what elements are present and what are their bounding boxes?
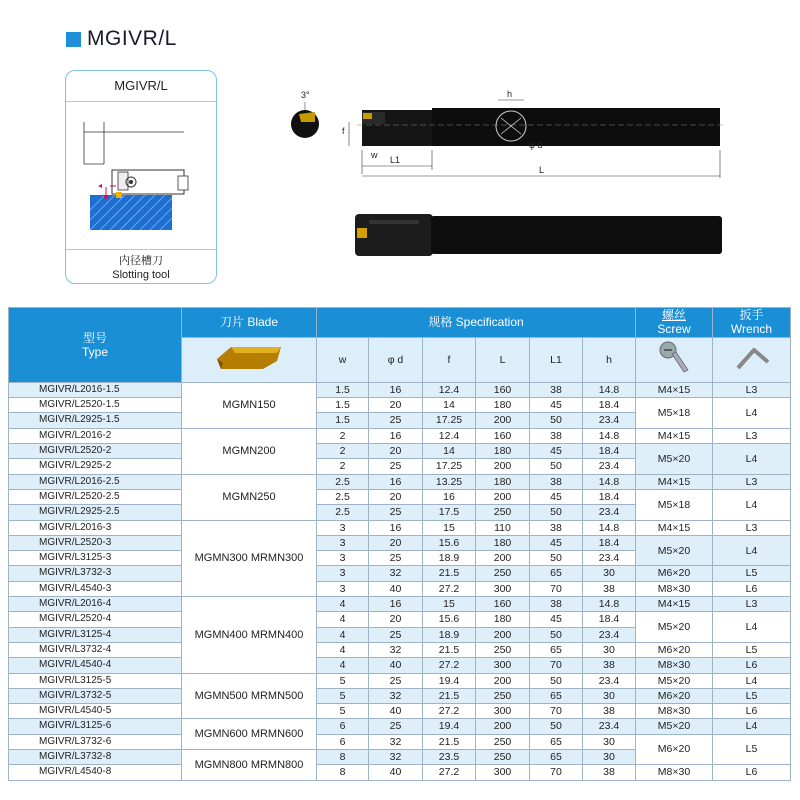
table-row	[9, 535, 791, 550]
h-cell: 14.8	[583, 597, 636, 612]
w-cell: 2.5	[317, 505, 369, 520]
L-cell: 160	[476, 428, 530, 443]
screw-cell: M6×20	[636, 688, 713, 703]
type-cell: MGIVR/L2016-3	[9, 520, 182, 535]
L-cell: 300	[476, 704, 530, 719]
d-cell: 20	[369, 398, 423, 413]
table-row	[9, 658, 791, 673]
L-cell: 200	[476, 551, 530, 566]
wrench-cell: L5	[713, 688, 791, 703]
h-cell: 23.4	[583, 551, 636, 566]
table-row	[9, 765, 791, 780]
L-cell: 250	[476, 566, 530, 581]
f-cell: 27.2	[423, 658, 476, 673]
wrench-cell: L4	[713, 489, 791, 520]
type-cell: MGIVR/L2016-1.5	[9, 382, 182, 397]
type-cell: MGIVR/L2520-2	[9, 444, 182, 459]
L1-cell: 65	[530, 688, 583, 703]
wrench-cell: L6	[713, 581, 791, 596]
type-cell: MGIVR/L2016-2.5	[9, 474, 182, 489]
type-cell: MGIVR/L3732-3	[9, 566, 182, 581]
w-cell: 3	[317, 520, 369, 535]
L-cell: 250	[476, 750, 530, 765]
blade-cell: MGMN400 MRMN400	[182, 597, 317, 673]
f-cell: 13.25	[423, 474, 476, 489]
table-row	[9, 642, 791, 657]
table-row	[9, 444, 791, 459]
L1-cell: 65	[530, 734, 583, 749]
L-cell: 250	[476, 505, 530, 520]
wrench-cell: L3	[713, 597, 791, 612]
f-cell: 21.5	[423, 734, 476, 749]
table-row	[9, 734, 791, 749]
L-cell: 200	[476, 627, 530, 642]
L-cell: 180	[476, 474, 530, 489]
f-cell: 15.6	[423, 535, 476, 550]
L1-cell: 45	[530, 489, 583, 504]
type-cell: MGIVR/L2925-2.5	[9, 505, 182, 520]
h-cell: 23.4	[583, 673, 636, 688]
slotting-diagram-icon	[66, 102, 216, 248]
h-cell: 38	[583, 581, 636, 596]
f-cell: 27.2	[423, 765, 476, 780]
h-cell: 23.4	[583, 459, 636, 474]
d-cell: 25	[369, 505, 423, 520]
w-cell: 3	[317, 581, 369, 596]
screw-cell: M5×20	[636, 673, 713, 688]
type-cell: MGIVR/L4540-5	[9, 704, 182, 719]
w-cell: 1.5	[317, 398, 369, 413]
L-cell: 250	[476, 688, 530, 703]
L1-cell: 65	[530, 566, 583, 581]
screw-cell: M5×20	[636, 535, 713, 566]
screw-cell: M4×15	[636, 520, 713, 535]
w-cell: 3	[317, 566, 369, 581]
L-cell: 110	[476, 520, 530, 535]
L1-cell: 38	[530, 382, 583, 397]
d-cell: 25	[369, 673, 423, 688]
screw-cell: M8×30	[636, 765, 713, 780]
w-cell: 1.5	[317, 382, 369, 397]
L1-cell: 38	[530, 474, 583, 489]
wrench-cell: L5	[713, 566, 791, 581]
d-cell: 40	[369, 704, 423, 719]
tool-dimension-drawing	[285, 82, 730, 192]
page-title-text: MGIVR/L	[87, 27, 177, 50]
L-cell: 200	[476, 489, 530, 504]
f-cell: 14	[423, 398, 476, 413]
L1-cell: 50	[530, 673, 583, 688]
f-cell: 15	[423, 520, 476, 535]
d-cell: 40	[369, 765, 423, 780]
h-cell: 23.4	[583, 719, 636, 734]
d-cell: 16	[369, 428, 423, 443]
L-cell: 160	[476, 382, 530, 397]
table-row	[9, 704, 791, 719]
L1-cell: 45	[530, 535, 583, 550]
type-cell: MGIVR/L2016-2	[9, 428, 182, 443]
d-cell: 40	[369, 581, 423, 596]
w-cell: 5	[317, 673, 369, 688]
screw-cell: M5×18	[636, 398, 713, 429]
h-cell: 18.4	[583, 535, 636, 550]
slotting-diagram-card	[65, 70, 217, 284]
wrench-cell: L4	[713, 444, 791, 475]
L1-cell: 45	[530, 444, 583, 459]
blade-insert-icon	[182, 337, 317, 382]
f-cell: 27.2	[423, 704, 476, 719]
f-cell: 18.9	[423, 551, 476, 566]
blade-cell: MGMN600 MRMN600	[182, 719, 317, 750]
h-label: h	[507, 89, 513, 99]
title-marker	[66, 32, 81, 47]
w-cell: 5	[317, 704, 369, 719]
screw-cell: M5×20	[636, 719, 713, 734]
type-cell: MGIVR/L2520-2.5	[9, 489, 182, 504]
d-cell: 32	[369, 734, 423, 749]
w-cell: 8	[317, 765, 369, 780]
L1-label: L1	[390, 155, 401, 165]
L1-cell: 70	[530, 704, 583, 719]
f-cell: 19.4	[423, 673, 476, 688]
h-cell: 23.4	[583, 627, 636, 642]
L1-cell: 65	[530, 750, 583, 765]
f-cell: 27.2	[423, 581, 476, 596]
f-cell: 18.9	[423, 627, 476, 642]
type-cell: MGIVR/L2520-1.5	[9, 398, 182, 413]
d-cell: 40	[369, 658, 423, 673]
screw-cell: M4×15	[636, 597, 713, 612]
table-row	[9, 489, 791, 504]
L1-cell: 45	[530, 612, 583, 627]
table-row	[9, 719, 791, 734]
L-cell: 300	[476, 658, 530, 673]
h-cell: 14.8	[583, 382, 636, 397]
L-cell: 200	[476, 459, 530, 474]
type-cell: MGIVR/L2925-2	[9, 459, 182, 474]
h-cell: 14.8	[583, 474, 636, 489]
d-cell: 32	[369, 566, 423, 581]
type-cell: MGIVR/L3125-4	[9, 627, 182, 642]
w-cell: 4	[317, 627, 369, 642]
page-title	[66, 26, 177, 52]
col-header-h: h	[583, 337, 636, 382]
diagram-title: MGIVR/L	[66, 71, 216, 102]
blade-header: 刀片 Blade	[182, 308, 317, 338]
L1-cell: 50	[530, 627, 583, 642]
screw-cell: M5×20	[636, 612, 713, 643]
d-cell: 16	[369, 597, 423, 612]
L-label: L	[539, 165, 545, 175]
col-header-L1: L1	[530, 337, 583, 382]
table-row	[9, 398, 791, 413]
w-cell: 1.5	[317, 413, 369, 428]
L-cell: 300	[476, 765, 530, 780]
L1-cell: 70	[530, 765, 583, 780]
L-cell: 180	[476, 612, 530, 627]
type-cell: MGIVR/L2520-3	[9, 535, 182, 550]
d-cell: 25	[369, 459, 423, 474]
L-cell: 200	[476, 413, 530, 428]
w-cell: 2	[317, 428, 369, 443]
w-cell: 3	[317, 551, 369, 566]
L1-cell: 70	[530, 581, 583, 596]
specification-table	[8, 307, 791, 781]
w-cell: 2.5	[317, 474, 369, 489]
type-cell: MGIVR/L3125-5	[9, 673, 182, 688]
w-cell: 2	[317, 459, 369, 474]
screw-cell: M8×30	[636, 581, 713, 596]
h-cell: 30	[583, 642, 636, 657]
hex-wrench-icon	[713, 337, 791, 382]
L-cell: 300	[476, 581, 530, 596]
table-row	[9, 474, 791, 489]
h-cell: 18.4	[583, 612, 636, 627]
L-cell: 160	[476, 597, 530, 612]
screw-cell: M6×20	[636, 642, 713, 657]
h-cell: 23.4	[583, 413, 636, 428]
L-cell: 180	[476, 398, 530, 413]
screw-cell: M4×15	[636, 474, 713, 489]
type-cell: MGIVR/L4540-3	[9, 581, 182, 596]
f-cell: 21.5	[423, 642, 476, 657]
type-cell: MGIVR/L3732-6	[9, 734, 182, 749]
f-cell: 12.4	[423, 382, 476, 397]
f-cell: 15.6	[423, 612, 476, 627]
type-cell: MGIVR/L4540-8	[9, 765, 182, 780]
screw-header: 螺丝 Screw	[636, 308, 713, 338]
d-cell: 16	[369, 382, 423, 397]
wrench-cell: L4	[713, 719, 791, 734]
type-cell: MGIVR/L3732-5	[9, 688, 182, 703]
d-cell: 20	[369, 535, 423, 550]
w-cell: 2	[317, 444, 369, 459]
d-cell: 20	[369, 612, 423, 627]
diagram-caption	[66, 249, 216, 282]
d-cell: 25	[369, 413, 423, 428]
h-cell: 18.4	[583, 489, 636, 504]
table-row	[9, 612, 791, 627]
w-cell: 4	[317, 612, 369, 627]
L1-cell: 45	[530, 398, 583, 413]
type-cell: MGIVR/L2016-4	[9, 597, 182, 612]
d-cell: 32	[369, 642, 423, 657]
screw-cell: M4×15	[636, 428, 713, 443]
blade-cell: MGMN800 MRMN800	[182, 750, 317, 781]
d-label: φ d	[529, 140, 543, 150]
screw-cell: M8×30	[636, 658, 713, 673]
h-cell: 30	[583, 750, 636, 765]
f-cell: 16	[423, 489, 476, 504]
L-cell: 250	[476, 642, 530, 657]
h-cell: 30	[583, 566, 636, 581]
d-cell: 16	[369, 474, 423, 489]
L-cell: 200	[476, 673, 530, 688]
wrench-cell: L4	[713, 535, 791, 566]
h-cell: 14.8	[583, 428, 636, 443]
w-cell: 4	[317, 658, 369, 673]
L1-cell: 38	[530, 520, 583, 535]
d-cell: 32	[369, 750, 423, 765]
blade-cell: MGMN500 MRMN500	[182, 673, 317, 719]
f-cell: 21.5	[423, 688, 476, 703]
table-row	[9, 673, 791, 688]
screw-cell: M6×20	[636, 734, 713, 765]
spec-header: 规格 Specification	[317, 308, 636, 338]
type-header: 型号 Type	[9, 308, 182, 383]
d-cell: 25	[369, 551, 423, 566]
w-cell: 4	[317, 642, 369, 657]
w-cell: 2.5	[317, 489, 369, 504]
h-cell: 38	[583, 704, 636, 719]
type-cell: MGIVR/L4540-4	[9, 658, 182, 673]
d-cell: 25	[369, 719, 423, 734]
col-header-d: φ d	[369, 337, 423, 382]
type-cell: MGIVR/L3732-4	[9, 642, 182, 657]
table-row	[9, 597, 791, 612]
wrench-cell: L5	[713, 642, 791, 657]
tool-end-view-icon	[291, 110, 319, 138]
table-row	[9, 688, 791, 703]
f-cell: 12.4	[423, 428, 476, 443]
blade-cell: MGMN150	[182, 382, 317, 428]
L1-cell: 50	[530, 551, 583, 566]
h-cell: 18.4	[583, 444, 636, 459]
diagram-caption-cn: 内径槽刀	[119, 255, 163, 267]
f-cell: 17.25	[423, 413, 476, 428]
table-row	[9, 428, 791, 443]
h-cell: 38	[583, 765, 636, 780]
angle-label: 3°	[301, 90, 310, 100]
w-cell: 4	[317, 597, 369, 612]
type-cell: MGIVR/L2520-4	[9, 612, 182, 627]
col-header-f: f	[423, 337, 476, 382]
L1-cell: 50	[530, 459, 583, 474]
L1-cell: 50	[530, 505, 583, 520]
screw-icon	[636, 337, 713, 382]
type-cell: MGIVR/L3732-8	[9, 750, 182, 765]
d-cell: 32	[369, 688, 423, 703]
L-cell: 200	[476, 719, 530, 734]
type-cell: MGIVR/L3125-3	[9, 551, 182, 566]
wrench-cell: L3	[713, 382, 791, 397]
d-cell: 20	[369, 489, 423, 504]
table-row	[9, 581, 791, 596]
blade-cell: MGMN200	[182, 428, 317, 474]
col-header-w: w	[317, 337, 369, 382]
f-cell: 19.4	[423, 719, 476, 734]
d-cell: 25	[369, 627, 423, 642]
wrench-cell: L4	[713, 612, 791, 643]
f-cell: 17.25	[423, 459, 476, 474]
f-cell: 17.5	[423, 505, 476, 520]
L1-cell: 50	[530, 719, 583, 734]
d-cell: 20	[369, 444, 423, 459]
wrench-cell: L6	[713, 704, 791, 719]
col-header-L: L	[476, 337, 530, 382]
L-cell: 250	[476, 734, 530, 749]
L-cell: 180	[476, 444, 530, 459]
table-row	[9, 520, 791, 535]
L1-cell: 65	[530, 642, 583, 657]
blade-cell: MGMN300 MRMN300	[182, 520, 317, 596]
h-cell: 14.8	[583, 520, 636, 535]
wrench-cell: L6	[713, 658, 791, 673]
w-label: w	[371, 150, 378, 160]
wrench-cell: L3	[713, 520, 791, 535]
w-cell: 8	[317, 750, 369, 765]
h-cell: 38	[583, 658, 636, 673]
w-cell: 5	[317, 688, 369, 703]
f-cell: 23.5	[423, 750, 476, 765]
L1-cell: 38	[530, 597, 583, 612]
h-cell: 18.4	[583, 398, 636, 413]
h-cell: 30	[583, 688, 636, 703]
wrench-cell: L4	[713, 673, 791, 688]
L1-cell: 70	[530, 658, 583, 673]
f-cell: 15	[423, 597, 476, 612]
L1-cell: 38	[530, 428, 583, 443]
w-cell: 3	[317, 535, 369, 550]
wrench-cell: L3	[713, 428, 791, 443]
wrench-header: 扳手 Wrench	[713, 308, 791, 338]
L-cell: 180	[476, 535, 530, 550]
L1-cell: 50	[530, 413, 583, 428]
table-row	[9, 382, 791, 397]
w-cell: 6	[317, 734, 369, 749]
type-cell: MGIVR/L2925-1.5	[9, 413, 182, 428]
diagram-caption-en: Slotting tool	[112, 269, 170, 281]
screw-cell: M8×30	[636, 704, 713, 719]
wrench-cell: L5	[713, 734, 791, 765]
screw-cell: M5×18	[636, 489, 713, 520]
screw-cell: M5×20	[636, 444, 713, 475]
w-cell: 6	[317, 719, 369, 734]
h-cell: 23.4	[583, 505, 636, 520]
wrench-cell: L3	[713, 474, 791, 489]
f-label: f	[342, 126, 345, 136]
screw-cell: M6×20	[636, 566, 713, 581]
f-cell: 14	[423, 444, 476, 459]
wrench-cell: L6	[713, 765, 791, 780]
screw-cell: M4×15	[636, 382, 713, 397]
d-cell: 16	[369, 520, 423, 535]
type-cell: MGIVR/L3125-6	[9, 719, 182, 734]
f-cell: 21.5	[423, 566, 476, 581]
tool-photo-icon	[355, 210, 730, 260]
table-row	[9, 566, 791, 581]
wrench-cell: L4	[713, 398, 791, 429]
h-cell: 30	[583, 734, 636, 749]
blade-cell: MGMN250	[182, 474, 317, 520]
